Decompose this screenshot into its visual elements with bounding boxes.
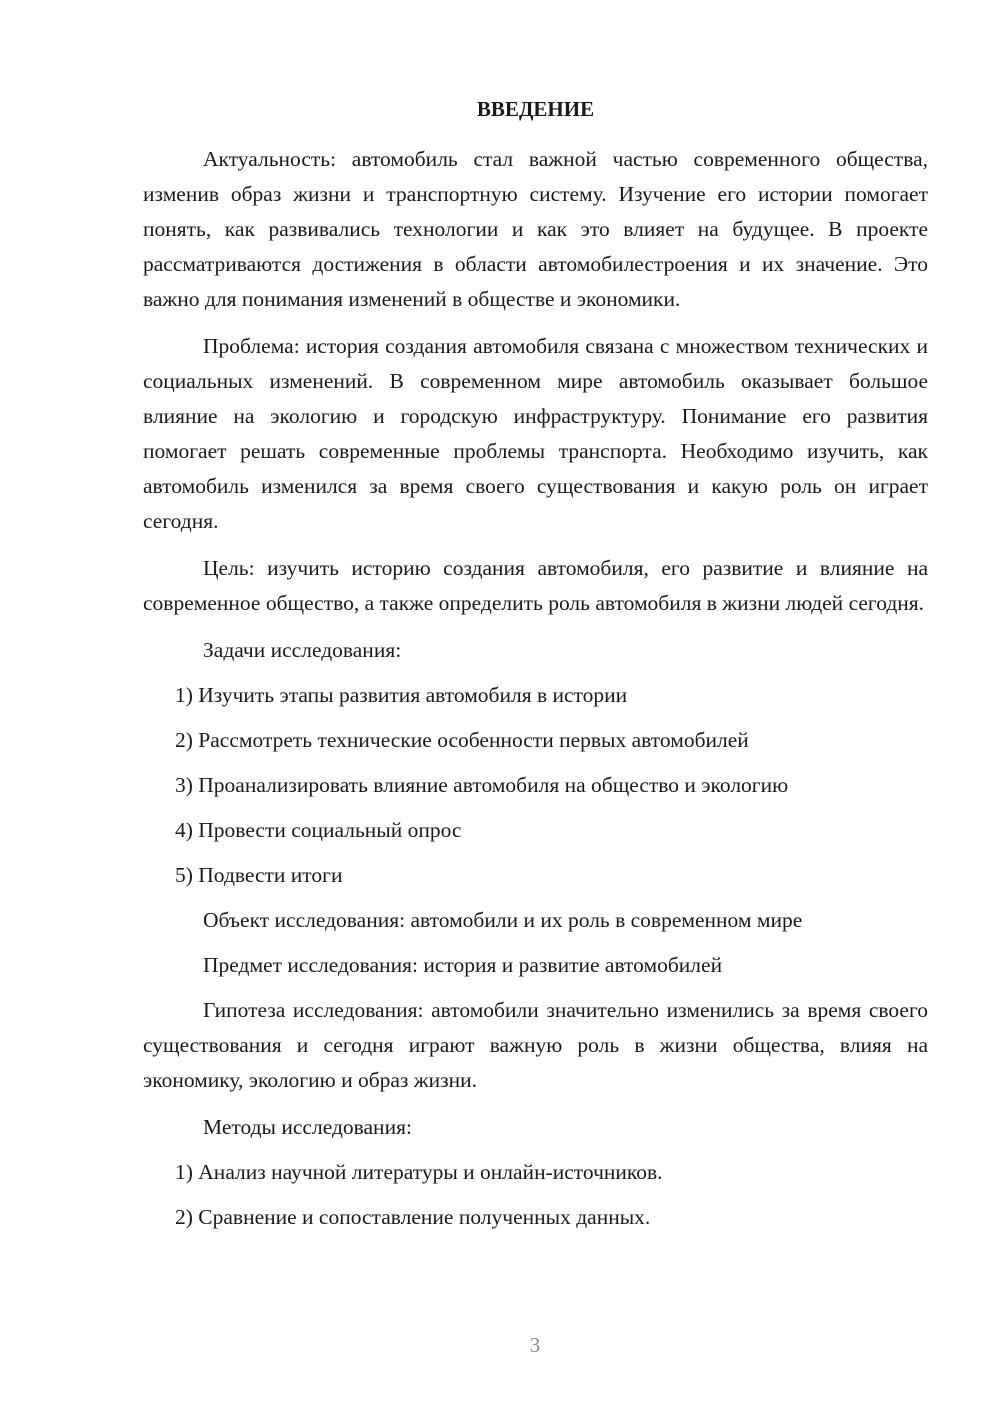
task-item-5: 5) Подвести итоги	[175, 863, 343, 887]
problem-paragraph: Проблема: история создания автомобиля связана с множеством технических и социальных изменений. В современном мире автомобиль оказывает большое влияние на экологию и городскую инфраструктуру. Понимание его развития помогает решать современные проблемы транспорта. Необходимо изучить, как автомобиль изменился за время своего существования и какую роль он играет сегодня.	[143, 334, 928, 533]
task-item-3: 3) Проанализировать влияние автомобиля на общество и экологию	[175, 773, 789, 797]
method-item-1: 1) Анализ научной литературы и онлайн-источников.	[175, 1160, 663, 1184]
page-title: ВВЕДЕНИЕ	[476, 97, 595, 121]
task-item-1: 1) Изучить этапы развития автомобиля в истории	[175, 683, 628, 707]
relevance-paragraph: Актуальность: автомобиль стал важной частью современного общества, изменив образ жизни и транспортную систему. Изучение его истории помогает понять, как развивались технологии и как это влияет на будущее. В проекте рассматриваются достижения в области автомобилестроения и их значение. Это важно для понимания изменений в обществе и экономики.	[143, 147, 928, 311]
method-item-2: 2) Сравнение и сопоставление полученных данных.	[175, 1205, 651, 1229]
methods-heading: Методы исследования:	[203, 1115, 412, 1139]
page-number: 3	[529, 1333, 541, 1357]
document-page	[143, 92, 928, 1245]
goal-paragraph: Цель: изучить историю создания автомобиля, его развитие и влияние на современное общество, а также определить роль автомобиля в жизни людей сегодня.	[143, 556, 928, 615]
research-object: Объект исследования: автомобили и их роль в современном мире	[203, 908, 803, 932]
task-item-2: 2) Рассмотреть технические особенности первых автомобилей	[175, 728, 749, 752]
research-subject: Предмет исследования: история и развитие автомобилей	[203, 953, 723, 977]
task-item-4: 4) Провести социальный опрос	[175, 818, 462, 842]
hypothesis-paragraph: Гипотеза исследования: автомобили значительно изменились за время своего существования и сегодня играют важную роль в жизни общества, влияя на экономику, экологию и образ жизни.	[143, 998, 928, 1092]
tasks-heading: Задачи исследования:	[203, 638, 402, 662]
